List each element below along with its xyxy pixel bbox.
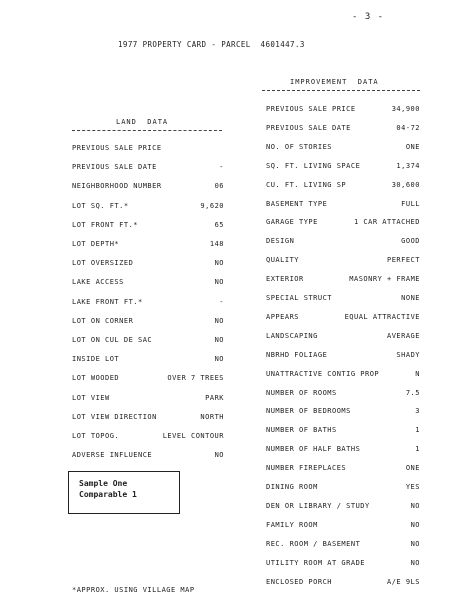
land-data-label: LOT VIEW — [72, 393, 110, 402]
improvement-data-value: EQUAL ATTRACTIVE — [344, 312, 420, 321]
sample-label-box — [68, 471, 180, 514]
improvement-data-label: DESIGN — [266, 237, 295, 246]
card-title: 1977 PROPERTY CARD - PARCEL 4601447.3 — [118, 40, 305, 49]
land-data-value: 148 — [209, 240, 224, 248]
improvement-data-value: 04-72 — [396, 123, 420, 132]
improvement-data-value: NO — [410, 501, 420, 510]
improvement-data-row — [266, 313, 420, 321]
improvement-data-label: QUALITY — [266, 256, 300, 265]
improvement-data-row — [266, 445, 420, 453]
improvement-data-row — [266, 218, 420, 226]
improvement-data-value: FULL — [401, 199, 420, 208]
land-data-label: PREVIOUS SALE DATE — [72, 163, 157, 172]
land-data-row — [72, 163, 224, 171]
land-data-rule — [72, 130, 222, 131]
land-data-value: NO — [214, 259, 224, 268]
improvement-data-label: ENCLOSED PORCH — [266, 577, 333, 586]
improvement-data-label: SQ. FT. LIVING SPACE — [266, 161, 361, 170]
improvement-data-row — [266, 332, 420, 340]
improvement-data-label: UNATTRACTIVE CONTIG PROP — [266, 369, 380, 378]
land-data-value: 06 — [214, 182, 224, 191]
improvement-data-label: NBRHD FOLIAGE — [266, 350, 328, 359]
land-data-row — [72, 355, 224, 363]
improvement-data-row — [266, 256, 420, 264]
land-data-row — [72, 278, 224, 286]
land-data-value: NO — [214, 336, 224, 344]
improvement-data-row — [266, 162, 420, 170]
land-data-value: 9,620 — [200, 201, 224, 210]
improvement-data-row — [266, 294, 420, 302]
improvement-data-row — [266, 389, 420, 397]
improvement-data-row — [266, 578, 420, 586]
land-data-value: - — [219, 163, 224, 172]
land-data-label: LAKE FRONT FT.* — [72, 297, 143, 306]
land-data-label: LOT WOODED — [72, 374, 120, 383]
land-data-value: PARK — [205, 393, 224, 402]
improvement-data-label: BASEMENT TYPE — [266, 199, 328, 208]
improvement-data-value: 34,900 — [391, 105, 420, 113]
improvement-data-value: 30,600 — [391, 180, 420, 189]
land-data-label: LOT FRONT FT.* — [72, 220, 139, 229]
land-data-row — [72, 182, 224, 190]
improvement-data-label: LANDSCAPING — [266, 331, 318, 340]
improvement-data-row — [266, 521, 420, 529]
improvement-data-label: NUMBER OF ROOMS — [266, 388, 337, 397]
improvement-data-value: 7.5 — [405, 388, 420, 397]
improvement-data-label: UTILITY ROOM AT GRADE — [266, 558, 366, 567]
land-data-label: LOT TOPOG. — [72, 432, 120, 440]
improvement-data-label: GARAGE TYPE — [266, 218, 318, 227]
improvement-data-value: 1 CAR ATTACHED — [353, 218, 420, 227]
improvement-data-label: SPECIAL STRUCT — [266, 294, 333, 302]
land-data-value: LEVEL CONTOUR — [162, 432, 224, 440]
improvement-data-value: 1,374 — [396, 161, 420, 170]
improvement-data-value: 1 — [415, 426, 420, 435]
land-data-row — [72, 240, 224, 248]
land-data-label: ADVERSE INFLUENCE — [72, 451, 153, 460]
improvement-data-row — [266, 540, 420, 548]
land-data-row — [72, 336, 224, 344]
improvement-data-value: PERFECT — [386, 256, 420, 265]
improvement-data-label: EXTERIOR — [266, 275, 304, 284]
improvement-data-value: AVERAGE — [386, 331, 420, 340]
improvement-data-row — [266, 559, 420, 567]
improvement-data-label: FAMILY ROOM — [266, 520, 318, 529]
improvement-data-value: NO — [410, 558, 420, 567]
improvement-data-row — [266, 105, 420, 113]
land-data-row — [72, 259, 224, 267]
land-data-value: NO — [214, 451, 224, 460]
improvement-data-row — [266, 407, 420, 415]
improvement-data-row — [266, 237, 420, 245]
land-data-value: NO — [214, 316, 224, 325]
land-data-label: INSIDE LOT — [72, 355, 120, 364]
improvement-data-rule — [262, 90, 420, 91]
improvement-data-value: SHADY — [396, 350, 420, 359]
land-data-row — [72, 202, 224, 210]
improvement-data-row — [266, 124, 420, 132]
land-data-row — [72, 317, 224, 325]
land-data-label: LOT SQ. FT.* — [72, 201, 129, 210]
improvement-data-label: DINING ROOM — [266, 483, 318, 491]
improvement-data-row — [266, 483, 420, 491]
improvement-data-label: NUMBER OF HALF BATHS — [266, 445, 361, 454]
improvement-data-value: MASONRY + FRAME — [349, 275, 420, 284]
land-data-value: - — [219, 297, 224, 306]
improvement-data-value: 3 — [415, 407, 420, 416]
improvement-data-row — [266, 426, 420, 434]
improvement-data-value: N — [415, 369, 420, 378]
improvement-data-label: NUMBER OF BEDROOMS — [266, 407, 351, 416]
improvement-data-value: A/E 9LS — [386, 577, 420, 586]
land-data-label: LAKE ACCESS — [72, 278, 124, 287]
land-data-row — [72, 144, 224, 152]
land-data-value: NO — [214, 355, 224, 364]
land-data-heading: LAND DATA — [116, 118, 169, 126]
sample-line-1: Sample One — [79, 479, 128, 488]
improvement-data-label: REC. ROOM / BASEMENT — [266, 539, 361, 548]
improvement-data-value: ONE — [405, 142, 420, 151]
land-data-label: NEIGHBORHOOD NUMBER — [72, 182, 162, 191]
improvement-data-value: YES — [405, 483, 420, 491]
improvement-data-heading: IMPROVEMENT DATA — [290, 78, 379, 86]
improvement-data-row — [266, 275, 420, 283]
land-data-value: OVER 7 TREES — [167, 374, 224, 383]
page-number: - 3 - — [352, 12, 385, 22]
land-data-label: LOT OVERSIZED — [72, 259, 134, 268]
improvement-data-label: NUMBER FIREPLACES — [266, 464, 347, 473]
land-data-row — [72, 432, 224, 440]
land-data-row — [72, 394, 224, 402]
improvement-data-label: PREVIOUS SALE DATE — [266, 123, 351, 132]
improvement-data-row — [266, 181, 420, 189]
improvement-data-row — [266, 143, 420, 151]
land-data-row — [72, 451, 224, 459]
improvement-data-label: PREVIOUS SALE PRICE — [266, 105, 356, 113]
land-data-label: LOT ON CORNER — [72, 316, 134, 325]
improvement-data-label: DEN OR LIBRARY / STUDY — [266, 501, 370, 510]
land-data-label: PREVIOUS SALE PRICE — [72, 144, 162, 152]
improvement-data-label: CU. FT. LIVING SP — [266, 180, 347, 189]
land-data-label: LOT VIEW DIRECTION — [72, 412, 157, 421]
land-data-label: LOT DEPTH* — [72, 240, 120, 248]
improvement-data-label: NO. OF STORIES — [266, 142, 333, 151]
improvement-data-value: GOOD — [401, 237, 420, 246]
footnote: *APPROX. USING VILLAGE MAP — [72, 586, 195, 594]
land-data-value: NORTH — [200, 412, 224, 421]
improvement-data-value: ONE — [405, 464, 420, 473]
improvement-data-value: NO — [410, 539, 420, 548]
improvement-data-row — [266, 200, 420, 208]
improvement-data-value: NONE — [401, 294, 420, 302]
land-data-value: NO — [214, 278, 224, 287]
land-data-row — [72, 413, 224, 421]
improvement-data-value: 1 — [415, 445, 420, 454]
improvement-data-row — [266, 464, 420, 472]
land-data-row — [72, 221, 224, 229]
improvement-data-row — [266, 351, 420, 359]
land-data-row — [72, 298, 224, 306]
sample-line-2: Comparable 1 — [79, 490, 137, 499]
improvement-data-value: NO — [410, 520, 420, 529]
land-data-value: 65 — [214, 220, 224, 229]
improvement-data-row — [266, 502, 420, 510]
improvement-data-row — [266, 370, 420, 378]
land-data-row — [72, 374, 224, 382]
land-data-label: LOT ON CUL DE SAC — [72, 336, 153, 344]
improvement-data-label: NUMBER OF BATHS — [266, 426, 337, 435]
improvement-data-label: APPEARS — [266, 312, 300, 321]
